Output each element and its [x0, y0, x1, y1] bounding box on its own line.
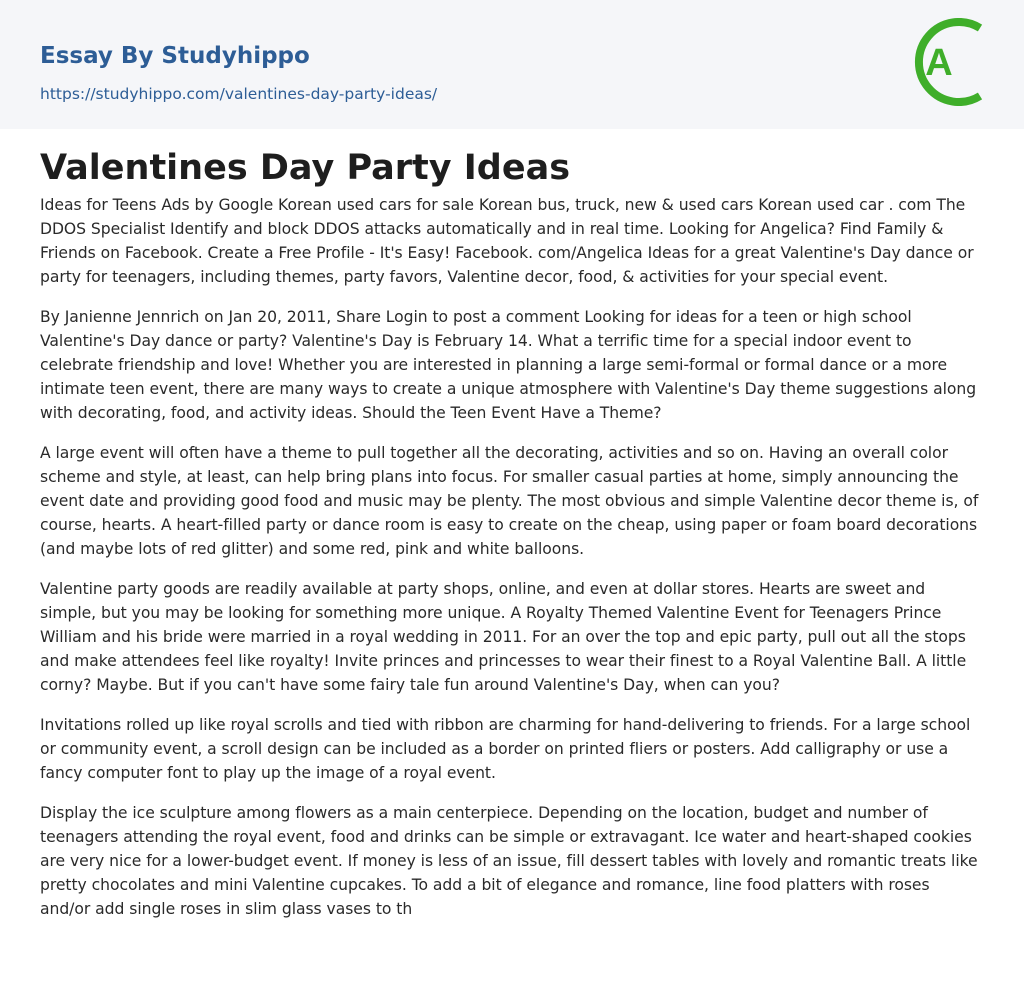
article-paragraph: By Janienne Jennrich on Jan 20, 2011, Share Login to post a comment Looking for ideas for a teen or high school Valentine's Day dance or party? Valentine's Day is February 14. What a terrific time for a special indoor event to celebrate friendship and love! Whether you are interested in planning a large semi-formal or formal dance or a more intimate teen event, there are many ways to create a unique atmosphere with Valentine's Day theme suggestions along with decorating, food, and activity ideas. Should the Teen Event Have a Theme?: [40, 308, 977, 422]
studyhippo-logo-icon[interactable]: [910, 18, 988, 106]
logo-ring-right: [976, 34, 988, 90]
article-paragraph: Valentine party goods are readily available at party shops, online, and even at dollar stores. Hearts are sweet and simple, but you may be looking for something more unique. A Royalty Themed Valentine Event for Teenagers Prince William and his bride were married in a royal wedding in 2011. For an over the top and epic party, pull out all the stops and make attendees feel like royalty! Invite princes and princesses to wear their finest to a Royal Valentine Ball. A little corny? Maybe. But if you can't have some fairy tale fun around Valentine's Day, when can you?: [40, 580, 967, 694]
source-url-link[interactable]: https://studyhippo.com/valentines-day-party-ideas/: [40, 85, 438, 103]
article-paragraph: Display the ice sculpture among flowers as a main centerpiece. Depending on the location, budget and number of teenagers attending the royal event, food and drinks can be simple or extravagant. Ice water and heart-shaped cookies are very nice for a lower-budget event. If money is less of an issue, fill dessert tables with lovely and romantic treats like pretty chocolates and mini Valentine cupcakes. To add a bit of elegance and romance, line food platters with roses and/or add single roses in slim glass vases to th: [40, 804, 978, 918]
article-paragraph: Invitations rolled up like royal scrolls and tied with ribbon are charming for hand-delivering to friends. For a large school or community event, a scroll design can be included as a border on printed fliers or posters. Add calligraphy or use a fancy computer font to play up the image of a royal event.: [40, 716, 971, 782]
article-paragraph: Ideas for Teens Ads by Google Korean used cars for sale Korean bus, truck, new & used cars Korean used car . com The DDOS Specialist Identify and block DDOS attacks automatically and in real time. Looking for Angelica? Find Family & Friends on Facebook. Create a Free Profile - It's Easy! Facebook. com/Angelica Ideas for a great Valentine's Day dance or party for teenagers, including themes, party favors, Valentine decor, food, & activities for your special event.: [40, 196, 974, 286]
brand-title[interactable]: Essay By Studyhippo: [40, 43, 310, 69]
logo-letter: A: [925, 42, 953, 84]
article-paragraph: A large event will often have a theme to pull together all the decorating, activities and so on. Having an overall color scheme and style, at least, can help bring plans into focus. For smaller casual parties at home, simply announcing the event date and providing good food and music may be plenty. The most obvious and simple Valentine decor theme is, of course, hearts. A heart-filled party or dance room is easy to create on the cheap, using paper or foam board decorations (and maybe lots of red glitter) and some red, pink and white balloons.: [40, 444, 979, 558]
site-header: [0, 0, 1024, 129]
article-body: [0, 129, 1024, 921]
page-title: Valentines Day Party Ideas: [40, 148, 571, 188]
